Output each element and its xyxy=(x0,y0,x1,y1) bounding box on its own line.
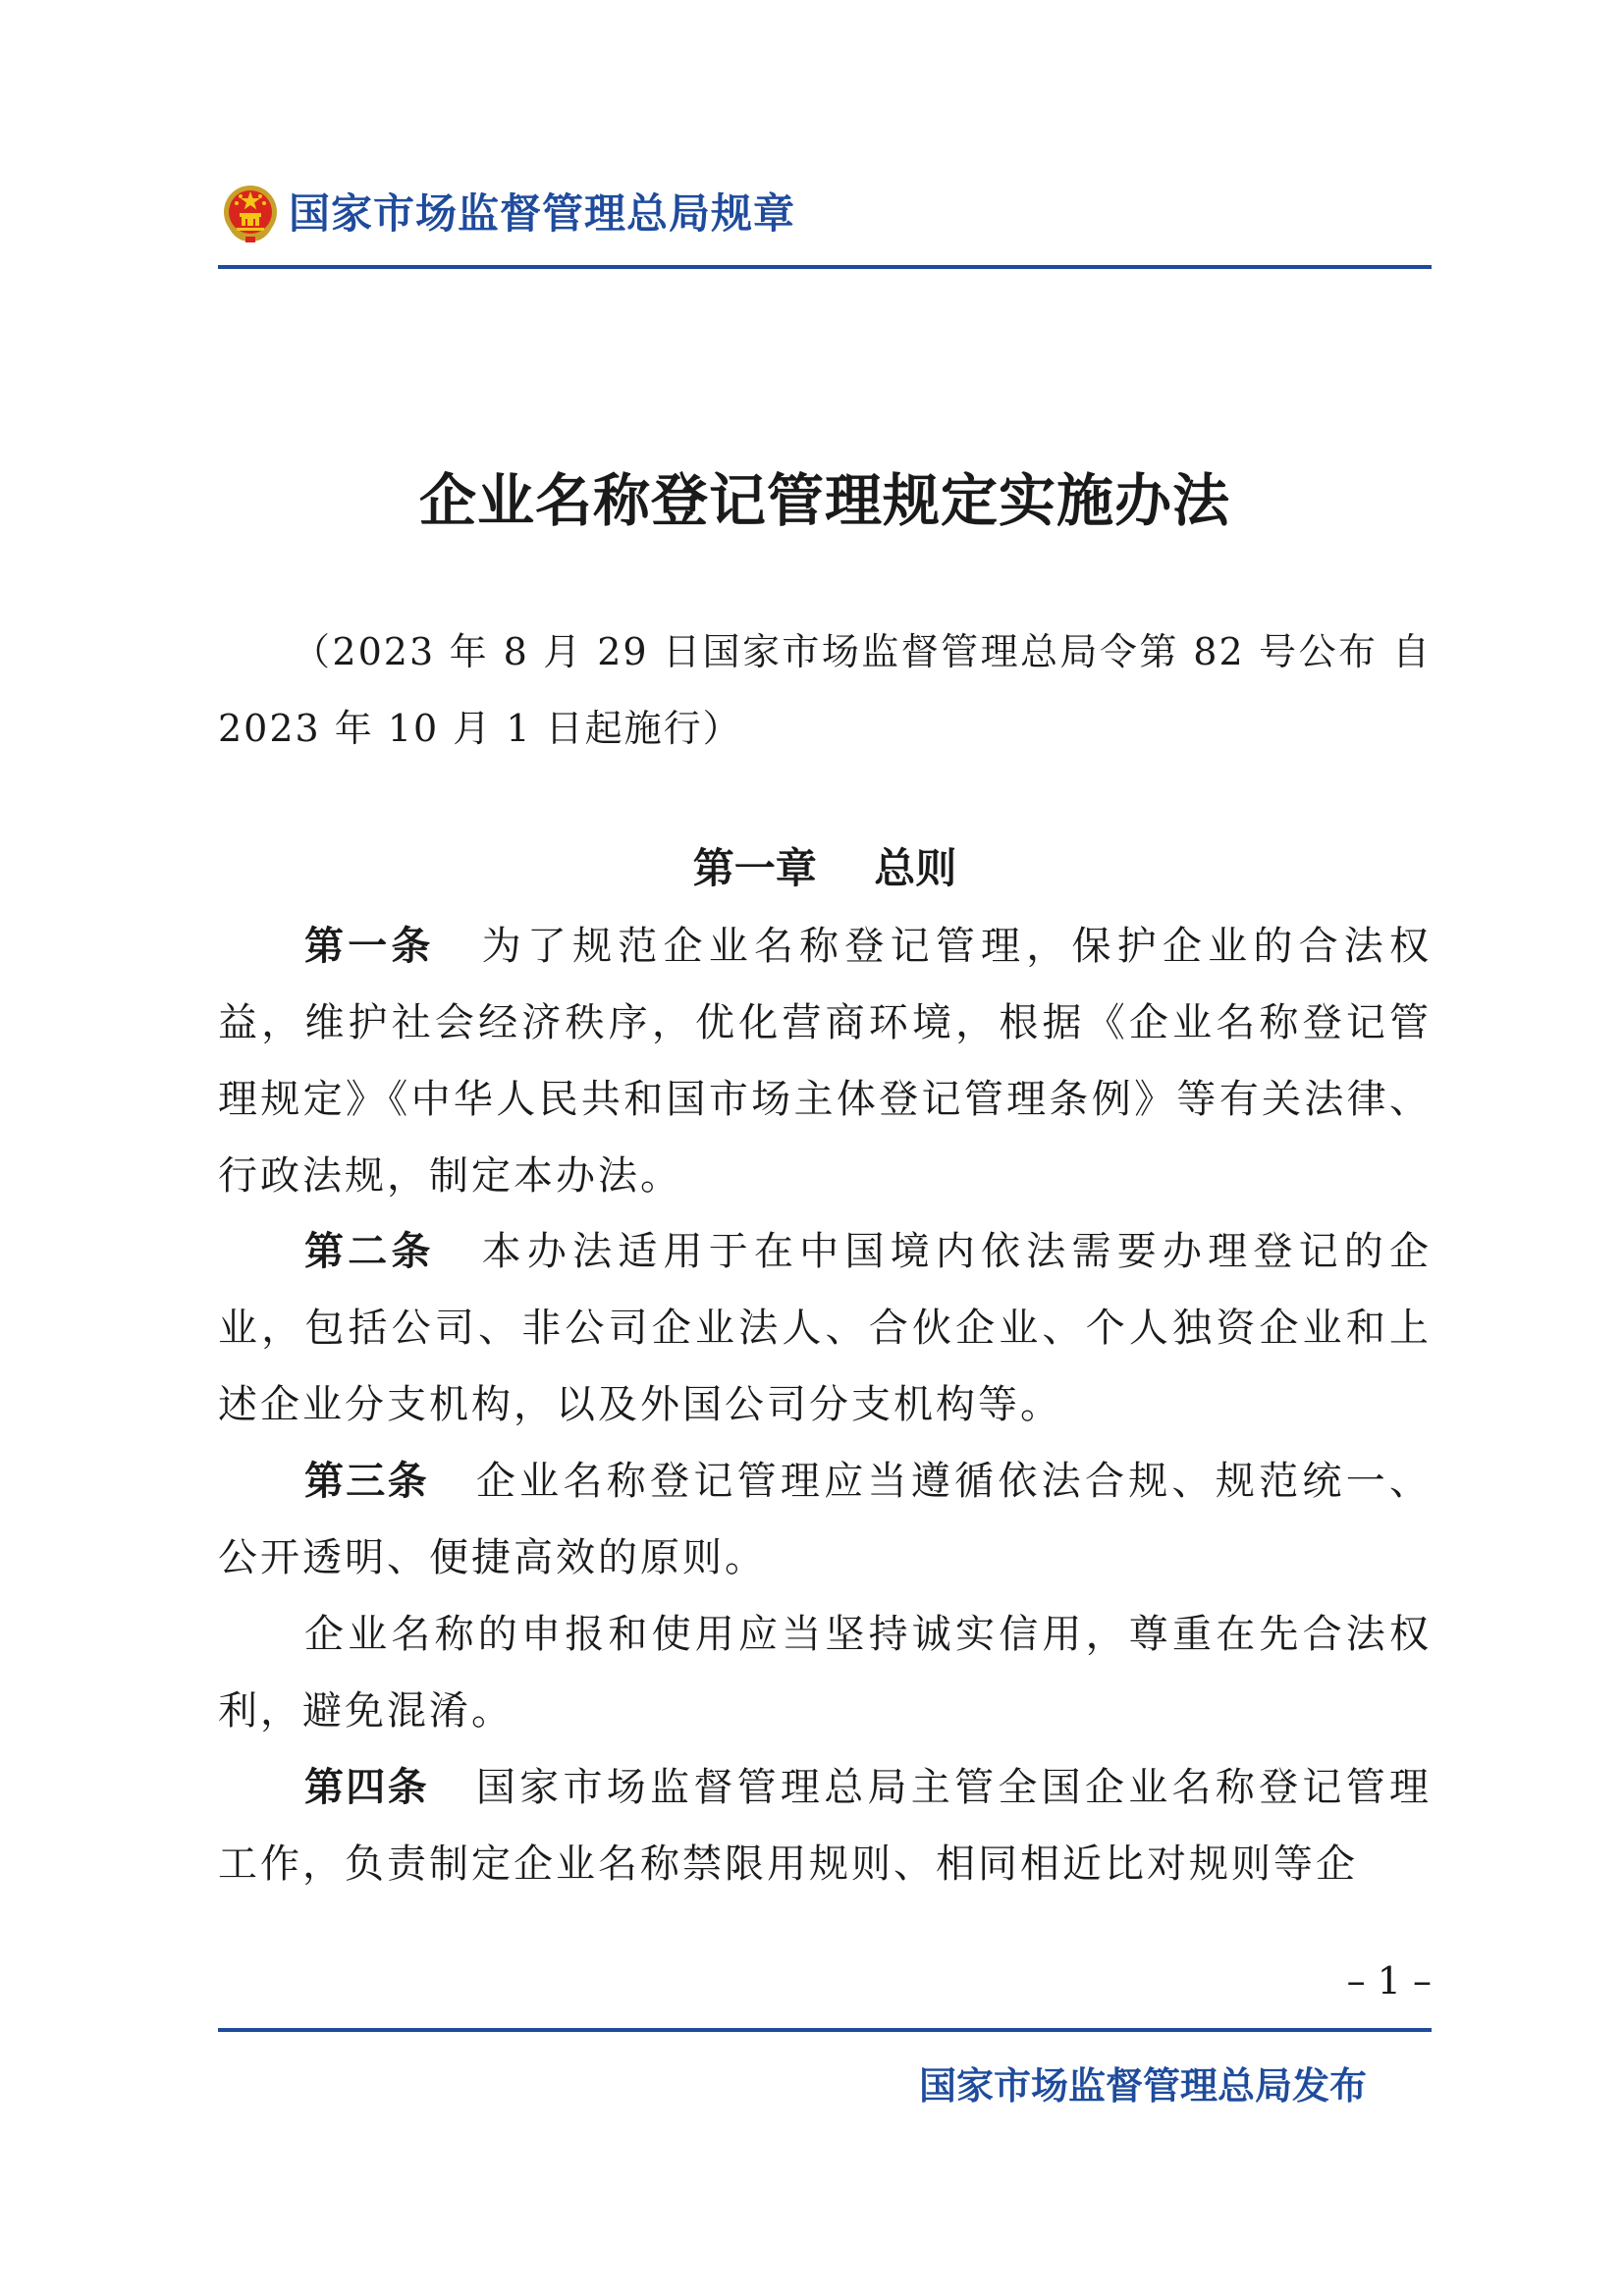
article-label: 第三条 xyxy=(304,1459,429,1504)
article-text: 企业名称登记管理应当遵循依法合规、规范统一、公开透明、便捷高效的原则。 xyxy=(218,1459,1432,1580)
article-text: 企业名称的申报和使用应当坚持诚实信用，尊重在先合法权利，避免混淆。 xyxy=(218,1612,1432,1734)
header-divider xyxy=(218,265,1432,269)
page-number: – 1 – xyxy=(1346,1959,1432,2002)
document-title: 企业名称登记管理规定实施办法 xyxy=(418,467,1230,534)
article-2 xyxy=(218,1213,1432,1443)
chapter-heading: 第一章 总则 xyxy=(692,844,957,892)
article-text: 为了规范企业名称登记管理，保护企业的合法权益，维护社会经济秩序，优化营商环境，根据《企业名称登记管理规定》《中华人民共和国市场主体登记管理条例》等有关法律、行政法规，制定本办法。 xyxy=(218,924,1433,1199)
article-1 xyxy=(218,908,1432,1214)
article-label: 第一条 xyxy=(304,924,435,969)
article-text: 本办法适用于在中国境内依法需要办理登记的企业，包括公司、非公司企业法人、合伙企业、个人独资企业和上述企业分支机构，以及外国公司分支机构等。 xyxy=(218,1229,1433,1427)
article-4 xyxy=(218,1749,1432,1902)
footer-divider xyxy=(218,2028,1432,2032)
publisher-footer: 国家市场监督管理总局发布 xyxy=(918,2064,1367,2108)
article-label: 第四条 xyxy=(304,1765,429,1810)
header-title: 国家市场监督管理总局规章 xyxy=(289,189,796,238)
article-3 xyxy=(218,1443,1432,1596)
article-3-paragraph-2 xyxy=(218,1596,1432,1749)
national-emblem-icon xyxy=(222,183,279,243)
article-text: 国家市场监督管理总局主管全国企业名称登记管理工作，负责制定企业名称禁限用规则、相同相近比对规则等企 xyxy=(218,1765,1432,1887)
document-subtitle: （2023 年 8 月 29 日国家市场监督管理总局令第 82 号公布 自 2023 年 10 月 1 日起施行） xyxy=(218,630,1432,750)
article-label: 第二条 xyxy=(304,1229,435,1274)
page-header xyxy=(218,183,1432,251)
